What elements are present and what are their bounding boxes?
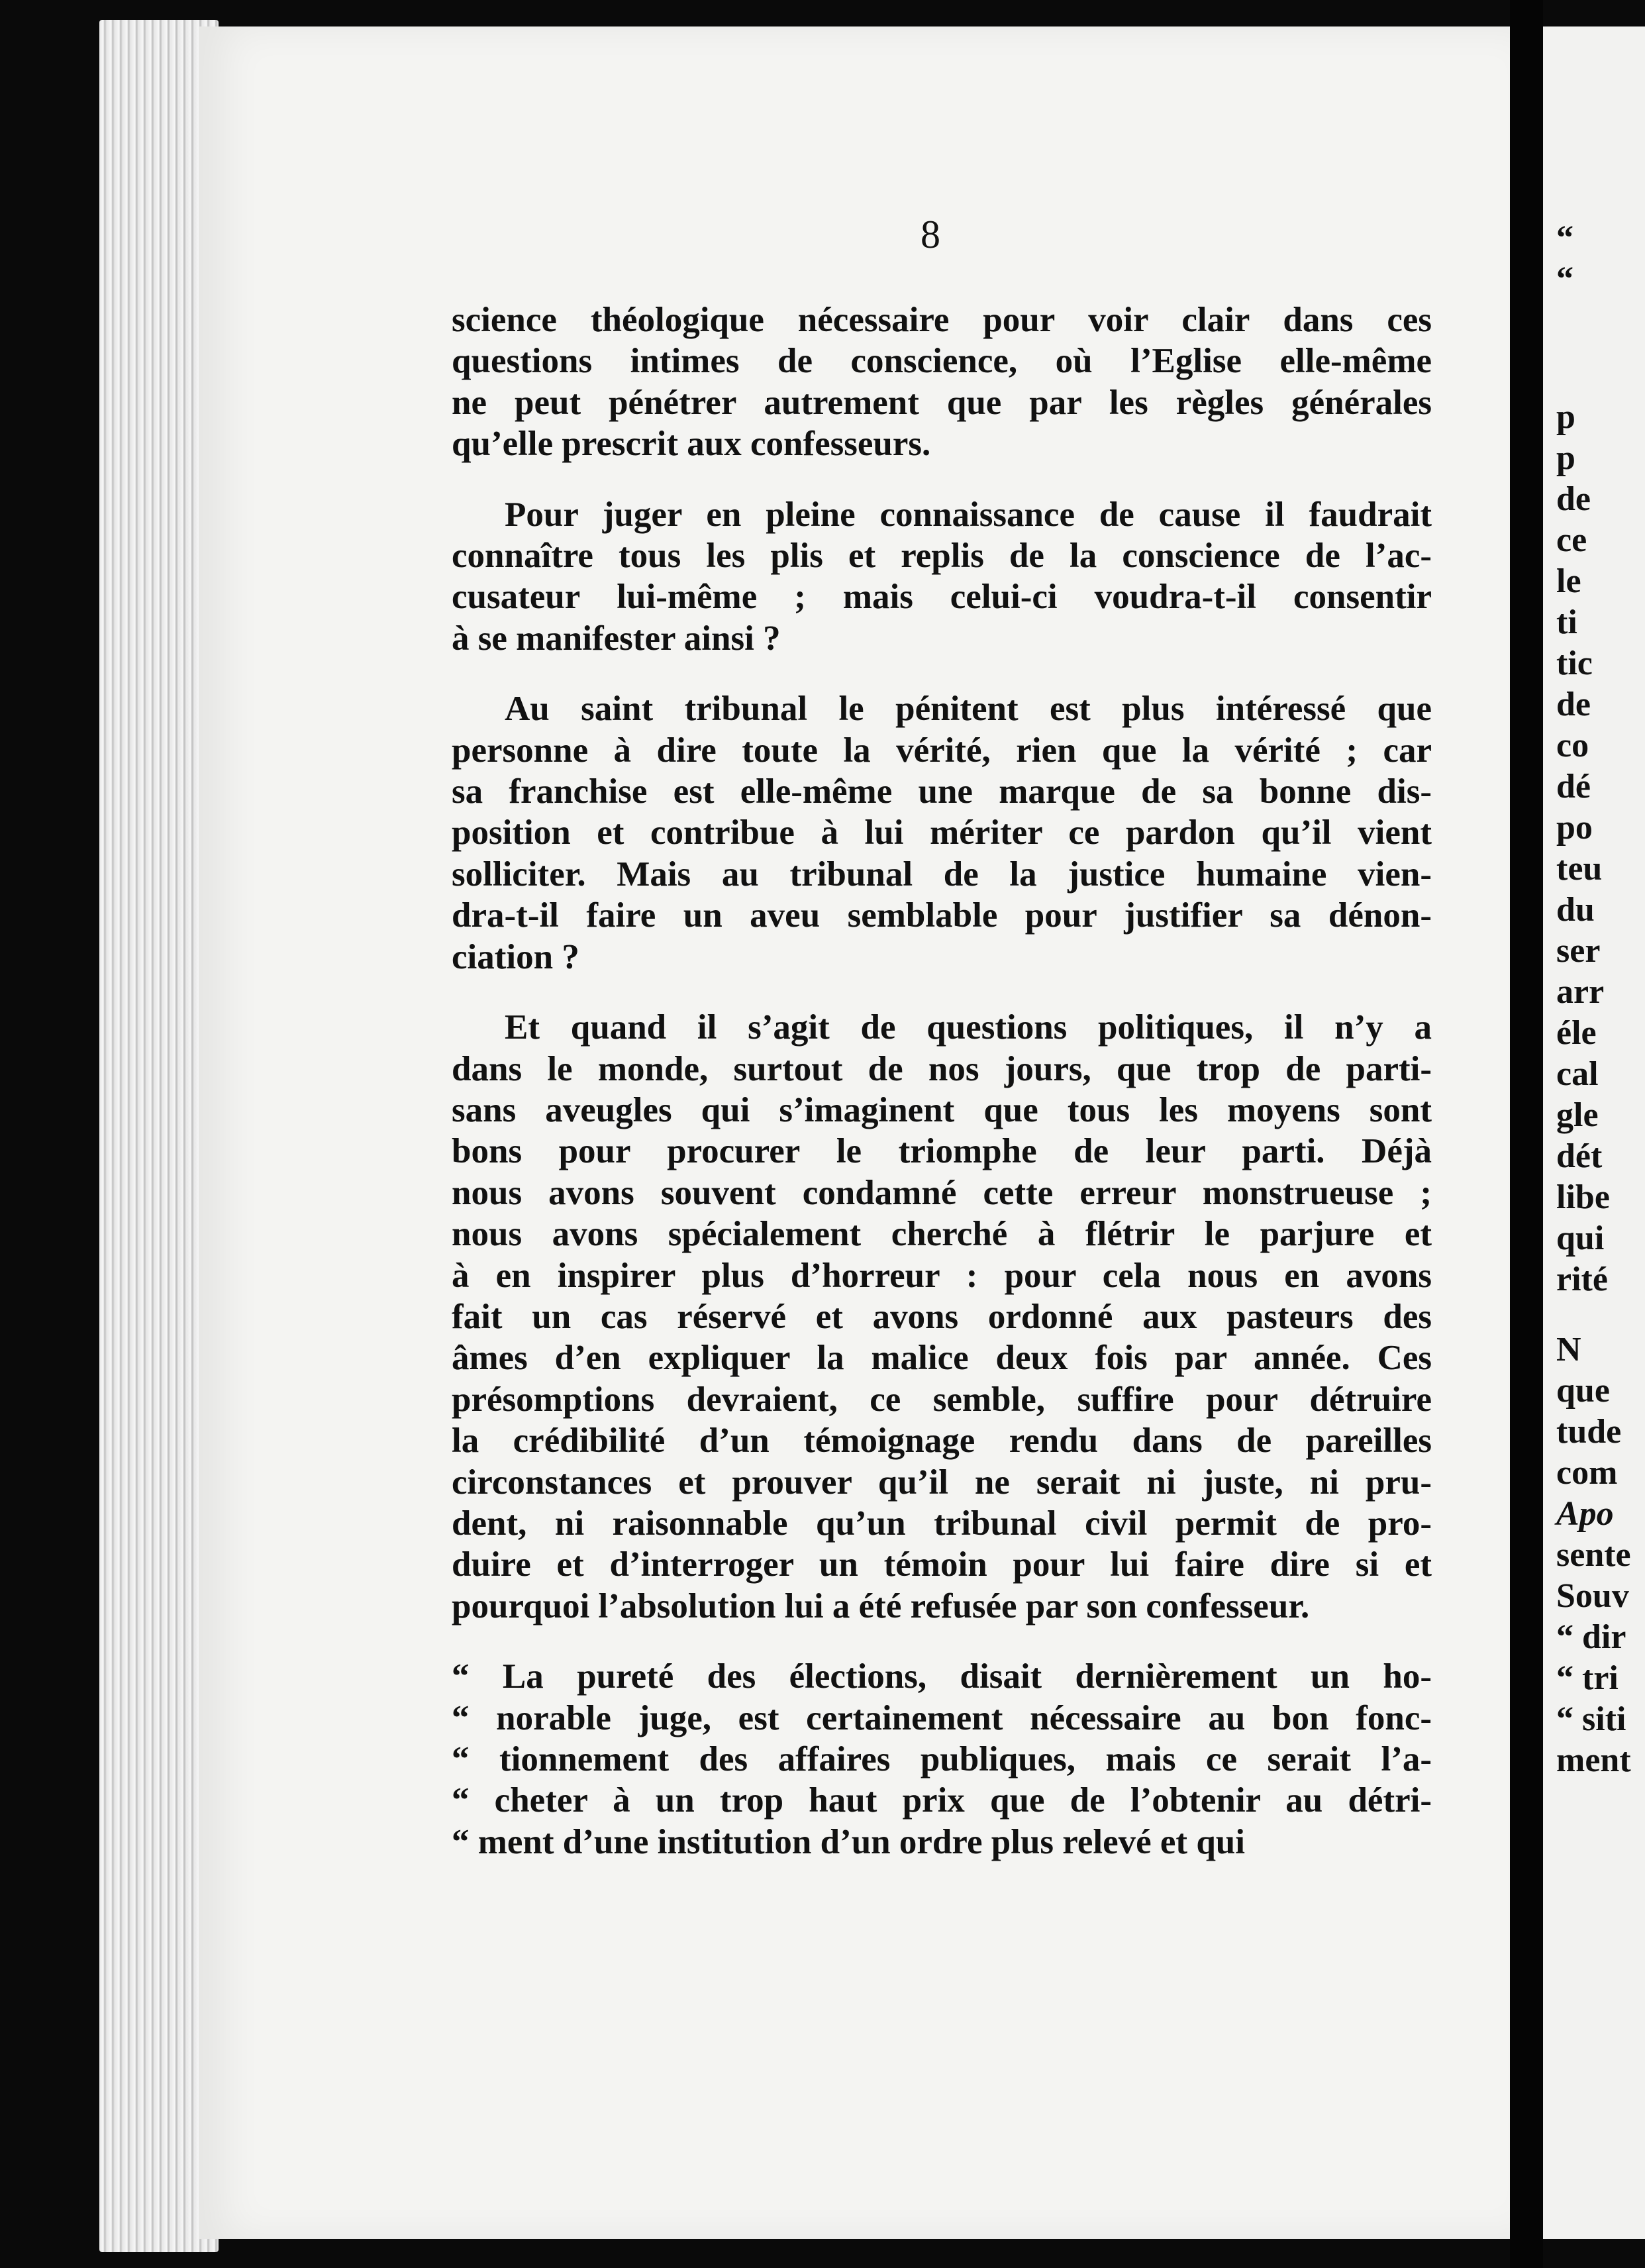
text-line: position et contribue à lui mériter ce pardon qu’il vient [452,813,1432,852]
next-page-fragment: ti [1556,603,1577,641]
text-line: questions intimes de conscience, où l’Eglise elle-même [452,342,1432,381]
next-page-fragment: libe [1556,1178,1610,1216]
next-page-fragment: arr [1556,973,1605,1011]
text-line: bons pour procurer le triomphe de leur parti. Déjà [452,1132,1432,1171]
text-line: la crédibilité d’un témoignage rendu dans de pareilles [452,1421,1432,1461]
book-gutter [1510,0,1543,2268]
next-page-fragment: dé [1556,768,1591,805]
next-page-fragment: “ tri [1556,1659,1619,1697]
next-page-fragment: Souv [1556,1577,1629,1615]
next-page-fragment: le [1556,562,1581,600]
text-line: à en inspirer plus d’horreur : pour cela nous en avons [452,1256,1432,1295]
text-line: ne peut pénétrer autrement que par les règles générales [452,383,1432,422]
next-page-fragment: gle [1556,1096,1599,1134]
text-line: pourquoi l’absolution lui a été refusée par son confesseur. [452,1586,1310,1625]
text-line: nous avons spécialement cherché à flétrir le parjure et [452,1215,1432,1254]
text-line: connaître tous les plis et replis de la conscience de l’ac- [452,537,1432,576]
next-page-fragment: co [1556,727,1589,764]
page-number: 8 [921,213,940,256]
text-line: dra-t-il faire un aveu semblable pour justifier sa dénon- [452,896,1432,935]
paragraph [452,1656,1432,1863]
next-page-fragment: sente [1556,1536,1631,1574]
next-page-fragment: dét [1556,1137,1603,1175]
next-page-fragment: qui [1556,1219,1605,1257]
next-page-fragment: cal [1556,1055,1599,1093]
text-line: solliciter. Mais au tribunal de la justice humaine vien- [452,854,1432,894]
text-line: circonstances et prouver qu’il ne serait ni juste, ni pru- [452,1463,1432,1502]
text-line: sans aveugles qui s’imaginent que tous les moyens sont [452,1090,1432,1129]
next-page-fragment: “ [1556,260,1573,298]
text-line: Et quand il s’agit de questions politiques, il n’y a [505,1008,1432,1047]
paragraph [452,494,1432,660]
next-page-fragment: tude [1556,1413,1622,1451]
text-line: sa franchise est elle-même une marque de sa bonne dis- [452,772,1432,811]
right-page-fragment [1543,26,1645,2239]
text-line: présomptions devraient, ce semble, suffire pour détruire [452,1380,1432,1419]
text-line: “ norable juge, est certainement nécessaire au bon fonc- [452,1698,1432,1737]
text-line: âmes d’en expliquer la malice deux fois par année. Ces [452,1339,1432,1378]
text-line: Au saint tribunal le pénitent est plus intéressé que [505,690,1432,729]
text-line: dent, ni raisonnable qu’un tribunal civil permit de pro- [452,1504,1432,1543]
next-page-fragment: du [1556,891,1595,929]
next-page-fragment: de [1556,686,1591,723]
next-page-fragment: ser [1556,932,1601,970]
next-page-fragment: rité [1556,1261,1608,1298]
text-line: “ cheter à un trop haut prix que de l’obtenir au détri- [452,1781,1432,1820]
text-line: nous avons souvent condamné cette erreur monstrueuse ; [452,1173,1432,1212]
next-page-fragment: Apo [1556,1495,1614,1533]
text-line: qu’elle prescrit aux confesseurs. [452,425,931,464]
text-line: “ tionnement des affaires publiques, mais ce serait l’a- [452,1740,1432,1778]
text-line: “ ment d’une institution d’un ordre plus relevé et qui [452,1822,1246,1861]
next-page-fragment: de [1556,480,1591,518]
text-line: “ La pureté des élections, disait dernièrement un ho- [452,1657,1432,1696]
next-page-fragment: que [1556,1372,1610,1410]
next-page-fragment: ment [1556,1741,1631,1779]
text-line: science théologique nécessaire pour voir clair dans ces [452,301,1432,339]
paragraph [452,299,1432,465]
text-line: personne à dire toute la vérité, rien que la vérité ; car [452,731,1432,770]
next-page-fragment: “ [1556,219,1573,257]
body-text [452,299,1432,1863]
next-page-fragment: po [1556,809,1593,847]
text-line: ciation ? [452,937,579,976]
paragraph [452,1007,1432,1627]
text-line: dans le monde, surtout de nos jours, que trop de parti- [452,1049,1432,1088]
next-page-fragment: N [1556,1331,1581,1368]
text-line: cusateur lui-même ; mais celui-ci voudra-t-il consentir [452,578,1432,617]
next-page-fragment: “ siti [1556,1700,1626,1738]
next-page-fragment: com [1556,1454,1618,1492]
text-line: Pour juger en pleine connaissance de cause il faudrait [505,495,1432,534]
next-page-fragment: tic [1556,644,1593,682]
next-page-fragment: p [1556,439,1575,477]
next-page-fragment: éle [1556,1014,1597,1052]
next-page-fragment: ce [1556,521,1587,559]
next-page-fragment: “ dir [1556,1618,1626,1656]
next-page-fragment: teu [1556,850,1603,888]
text-line: duire et d’interroger un témoin pour lui faire dire si et [452,1545,1432,1584]
paragraph [452,688,1432,978]
next-page-fragment: p [1556,398,1575,436]
text-line: à se manifester ainsi ? [452,619,781,658]
text-line: fait un cas réservé et avons ordonné aux pasteurs des [452,1297,1432,1336]
